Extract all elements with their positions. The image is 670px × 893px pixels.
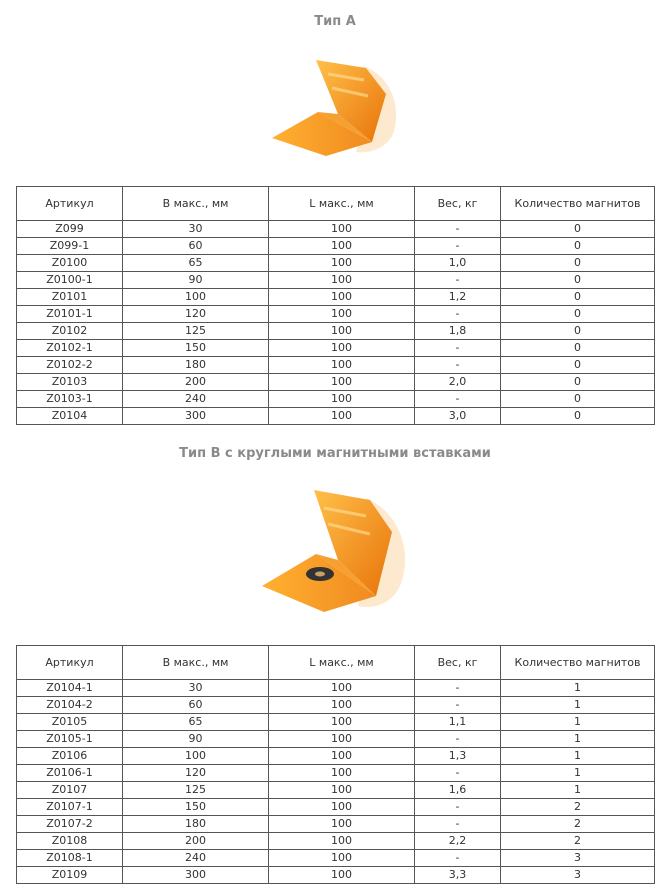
cell-article: Z0108 xyxy=(17,833,123,850)
table-row xyxy=(17,731,655,748)
header-l-max: L макс., мм xyxy=(269,187,415,221)
cell-weight: 1,3 xyxy=(415,748,501,765)
header-b-max: В макс., мм xyxy=(123,646,269,680)
cell-b-max: 90 xyxy=(123,731,269,748)
cell-article: Z0107-2 xyxy=(17,816,123,833)
cell-magnets: 0 xyxy=(501,374,655,391)
table-row xyxy=(17,714,655,731)
cell-l-max: 100 xyxy=(269,323,415,340)
cell-weight: 3,0 xyxy=(415,408,501,425)
table-row xyxy=(17,289,655,306)
cell-l-max: 100 xyxy=(269,272,415,289)
corner-protector-image xyxy=(268,54,408,164)
cell-b-max: 200 xyxy=(123,833,269,850)
cell-l-max: 100 xyxy=(269,697,415,714)
cell-magnets: 0 xyxy=(501,306,655,323)
cell-weight: 2,2 xyxy=(415,833,501,850)
cell-article: Z0104-1 xyxy=(17,680,123,697)
table-row xyxy=(17,765,655,782)
cell-b-max: 100 xyxy=(123,289,269,306)
cell-l-max: 100 xyxy=(269,374,415,391)
header-article: Артикул xyxy=(17,187,123,221)
cell-magnets: 2 xyxy=(501,816,655,833)
cell-b-max: 90 xyxy=(123,272,269,289)
table-row xyxy=(17,221,655,238)
cell-l-max: 100 xyxy=(269,680,415,697)
table-row xyxy=(17,391,655,408)
cell-magnets: 1 xyxy=(501,697,655,714)
cell-b-max: 300 xyxy=(123,867,269,884)
cell-magnets: 0 xyxy=(501,391,655,408)
cell-weight: - xyxy=(415,306,501,323)
table-row xyxy=(17,255,655,272)
cell-article: Z0102 xyxy=(17,323,123,340)
table-row xyxy=(17,680,655,697)
cell-magnets: 3 xyxy=(501,850,655,867)
table-row xyxy=(17,748,655,765)
cell-b-max: 30 xyxy=(123,680,269,697)
cell-magnets: 0 xyxy=(501,272,655,289)
cell-b-max: 60 xyxy=(123,697,269,714)
cell-l-max: 100 xyxy=(269,306,415,323)
cell-weight: 1,2 xyxy=(415,289,501,306)
cell-magnets: 1 xyxy=(501,680,655,697)
cell-b-max: 300 xyxy=(123,408,269,425)
section-a-title: Тип A xyxy=(314,14,356,29)
cell-b-max: 240 xyxy=(123,850,269,867)
cell-b-max: 30 xyxy=(123,221,269,238)
cell-article: Z0105 xyxy=(17,714,123,731)
header-weight: Вес, кг xyxy=(415,646,501,680)
section-b-title: Тип B с круглыми магнитными вставками xyxy=(179,446,491,461)
cell-article: Z0106-1 xyxy=(17,765,123,782)
header-article: Артикул xyxy=(17,646,123,680)
cell-weight: - xyxy=(415,799,501,816)
cell-article: Z0108-1 xyxy=(17,850,123,867)
table-row xyxy=(17,816,655,833)
cell-b-max: 65 xyxy=(123,255,269,272)
cell-b-max: 150 xyxy=(123,799,269,816)
cell-magnets: 1 xyxy=(501,782,655,799)
cell-article: Z0104 xyxy=(17,408,123,425)
table-row xyxy=(17,323,655,340)
cell-weight: 1,6 xyxy=(415,782,501,799)
table-row xyxy=(17,867,655,884)
cell-article: Z0100-1 xyxy=(17,272,123,289)
cell-article: Z0109 xyxy=(17,867,123,884)
cell-b-max: 120 xyxy=(123,765,269,782)
cell-weight: 1,8 xyxy=(415,323,501,340)
cell-l-max: 100 xyxy=(269,748,415,765)
cell-l-max: 100 xyxy=(269,391,415,408)
cell-magnets: 2 xyxy=(501,833,655,850)
cell-l-max: 100 xyxy=(269,221,415,238)
cell-l-max: 100 xyxy=(269,816,415,833)
cell-article: Z099 xyxy=(17,221,123,238)
table-row xyxy=(17,408,655,425)
cell-l-max: 100 xyxy=(269,340,415,357)
cell-weight: - xyxy=(415,221,501,238)
cell-b-max: 125 xyxy=(123,782,269,799)
cell-weight: - xyxy=(415,816,501,833)
cell-magnets: 0 xyxy=(501,323,655,340)
cell-l-max: 100 xyxy=(269,833,415,850)
cell-article: Z0101 xyxy=(17,289,123,306)
cell-weight: - xyxy=(415,391,501,408)
table-row xyxy=(17,697,655,714)
cell-l-max: 100 xyxy=(269,782,415,799)
cell-weight: 3,3 xyxy=(415,867,501,884)
table-row xyxy=(17,833,655,850)
cell-article: Z0105-1 xyxy=(17,731,123,748)
table-row xyxy=(17,272,655,289)
cell-magnets: 0 xyxy=(501,408,655,425)
cell-b-max: 65 xyxy=(123,714,269,731)
corner-protector-magnet-image xyxy=(258,486,418,616)
cell-magnets: 2 xyxy=(501,799,655,816)
cell-weight: 1,0 xyxy=(415,255,501,272)
cell-weight: - xyxy=(415,697,501,714)
cell-weight: - xyxy=(415,357,501,374)
header-magnets: Количество магнитов xyxy=(501,646,655,680)
cell-article: Z0101-1 xyxy=(17,306,123,323)
cell-b-max: 200 xyxy=(123,374,269,391)
cell-l-max: 100 xyxy=(269,289,415,306)
table-header-row xyxy=(17,187,655,221)
table-row xyxy=(17,374,655,391)
cell-magnets: 0 xyxy=(501,357,655,374)
table-header-row xyxy=(17,646,655,680)
cell-weight: - xyxy=(415,850,501,867)
cell-weight: - xyxy=(415,731,501,748)
cell-b-max: 125 xyxy=(123,323,269,340)
cell-magnets: 1 xyxy=(501,731,655,748)
cell-magnets: 1 xyxy=(501,765,655,782)
cell-article: Z0107-1 xyxy=(17,799,123,816)
cell-b-max: 100 xyxy=(123,748,269,765)
cell-magnets: 3 xyxy=(501,867,655,884)
cell-magnets: 0 xyxy=(501,289,655,306)
cell-l-max: 100 xyxy=(269,255,415,272)
cell-article: Z0106 xyxy=(17,748,123,765)
cell-b-max: 150 xyxy=(123,340,269,357)
cell-article: Z0100 xyxy=(17,255,123,272)
table-row xyxy=(17,850,655,867)
table-row xyxy=(17,799,655,816)
cell-article: Z0103-1 xyxy=(17,391,123,408)
cell-magnets: 1 xyxy=(501,714,655,731)
cell-l-max: 100 xyxy=(269,850,415,867)
cell-l-max: 100 xyxy=(269,799,415,816)
cell-weight: - xyxy=(415,238,501,255)
cell-magnets: 0 xyxy=(501,238,655,255)
cell-l-max: 100 xyxy=(269,731,415,748)
cell-weight: 2,0 xyxy=(415,374,501,391)
cell-b-max: 240 xyxy=(123,391,269,408)
cell-weight: 1,1 xyxy=(415,714,501,731)
header-magnets: Количество магнитов xyxy=(501,187,655,221)
table-row xyxy=(17,238,655,255)
cell-article: Z0102-2 xyxy=(17,357,123,374)
cell-b-max: 180 xyxy=(123,816,269,833)
header-weight: Вес, кг xyxy=(415,187,501,221)
cell-article: Z0104-2 xyxy=(17,697,123,714)
cell-article: Z0107 xyxy=(17,782,123,799)
cell-magnets: 1 xyxy=(501,748,655,765)
cell-magnets: 0 xyxy=(501,340,655,357)
cell-l-max: 100 xyxy=(269,408,415,425)
cell-l-max: 100 xyxy=(269,238,415,255)
cell-l-max: 100 xyxy=(269,765,415,782)
cell-article: Z099-1 xyxy=(17,238,123,255)
cell-article: Z0102-1 xyxy=(17,340,123,357)
cell-l-max: 100 xyxy=(269,714,415,731)
cell-b-max: 120 xyxy=(123,306,269,323)
cell-b-max: 60 xyxy=(123,238,269,255)
table-row xyxy=(17,306,655,323)
cell-weight: - xyxy=(415,765,501,782)
cell-magnets: 0 xyxy=(501,255,655,272)
header-l-max: L макс., мм xyxy=(269,646,415,680)
cell-weight: - xyxy=(415,340,501,357)
cell-article: Z0103 xyxy=(17,374,123,391)
cell-l-max: 100 xyxy=(269,867,415,884)
cell-weight: - xyxy=(415,272,501,289)
header-b-max: В макс., мм xyxy=(123,187,269,221)
cell-weight: - xyxy=(415,680,501,697)
table-row xyxy=(17,782,655,799)
table-row xyxy=(17,340,655,357)
section-a-table xyxy=(16,186,655,425)
cell-l-max: 100 xyxy=(269,357,415,374)
table-row xyxy=(17,357,655,374)
cell-magnets: 0 xyxy=(501,221,655,238)
cell-b-max: 180 xyxy=(123,357,269,374)
section-b-table xyxy=(16,645,655,884)
